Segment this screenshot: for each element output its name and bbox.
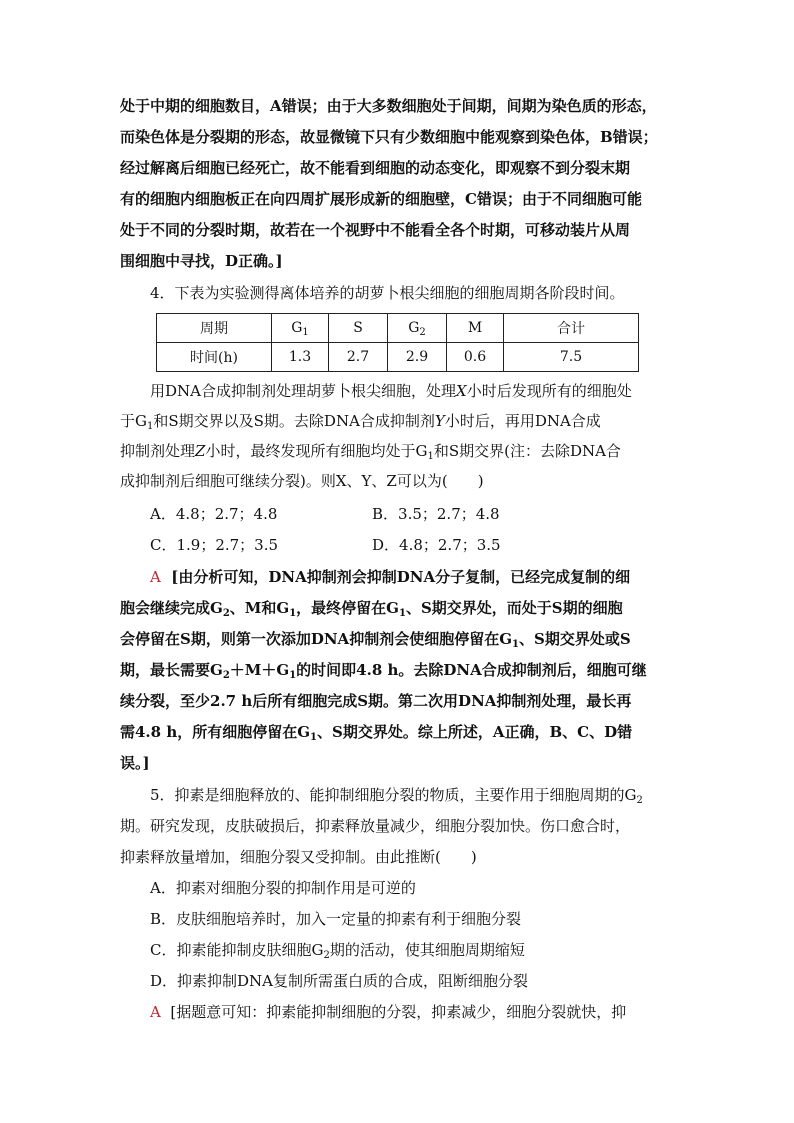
q5-option-a: A．抑素对细胞分裂的抑制作用是可逆的 [150, 879, 416, 897]
q4-explanation-line-1: A [由分析可知，DNA抑制剂会抑制DNA分子复制，已经完成复制的细 [150, 568, 631, 586]
prev-explanation-line-3: 经过解离后细胞已经死亡，故不能看到细胞的动态变化，即观察不到分裂末期 [120, 159, 631, 177]
q4-option-d: D．4.8；2.7；3.5 [372, 536, 501, 554]
table-cell: 1.3 [272, 343, 329, 372]
table-header-row [157, 314, 639, 343]
q4-stem-line-3: 抑制剂处理Z小时，最终发现所有细胞均处于$G_1$和S期交界(注：去除DNA合 [120, 442, 621, 462]
table-header-cell: S [329, 314, 388, 343]
q4-explanation-line-5: 续分裂，至少2.7 h后所有细胞完成S期。第二次用DNA抑制剂处理，最长再 [120, 692, 632, 710]
prev-explanation-line-1: 处于中期的细胞数目，A错误；由于大多数细胞处于间期，间期为染色质的形态， [120, 97, 657, 115]
q5-option-c: C．抑素能抑制皮肤细胞$G_2$期的活动，使其细胞周期缩短 [150, 941, 525, 961]
table-header-cell: $G_1$ [272, 314, 329, 343]
table-header-cell: 合计 [504, 314, 639, 343]
q5-stem-line-2: 期。研究发现，皮肤破损后，抑素释放量减少，细胞分裂加快。伤口愈合时， [120, 817, 631, 835]
q5-stem-line-1: 5．抑素是细胞释放的、能抑制细胞分裂的物质，主要作用于细胞周期的$G_2$ [150, 786, 643, 806]
q4-intro: 4．下表为实验测得离体培养的胡萝卜根尖细胞的细胞周期各阶段时间。 [150, 284, 625, 302]
q4-explanation-line-7: 误。] [120, 754, 150, 772]
table-header-cell: M [447, 314, 504, 343]
table-row [157, 343, 639, 372]
q4-option-a: A．4.8；2.7；4.8 [150, 505, 278, 523]
q4-explanation-line-3: 会停留在S期，则第一次添加DNA抑制剂会使细胞停留在$G_1$、S期交界处或S [120, 630, 631, 650]
q4-option-b: B．3.5；2.7；4.8 [372, 505, 500, 523]
q5-option-b: B．皮肤细胞培养时，加入一定量的抑素有利于细胞分裂 [150, 910, 522, 928]
prev-explanation-line-4: 有的细胞内细胞板正在向四周扩展形成新的细胞壁，C错误；由于不同细胞可能 [120, 190, 642, 208]
q4-stem-line-1: 用DNA合成抑制剂处理胡萝卜根尖细胞，处理X小时后发现所有的细胞处 [150, 382, 632, 400]
q4-explanation-line-4: 期，最长需要$G_2+M+G_1$的时间即4.8 h。去除DNA合成抑制剂后，细胞可继 [120, 661, 647, 681]
prev-explanation-line-5: 处于不同的分裂时期，故若在一个视野中不能看全各个时期，可移动装片从周 [120, 221, 631, 239]
prev-explanation-line-2: 而染色体是分裂期的形态，故显微镜下只有少数细胞中能观察到染色体，B错误； [120, 128, 658, 146]
table-cell: 2.9 [388, 343, 447, 372]
q5-answer: A [150, 1003, 161, 1021]
q4-stem-line-2: 于$G_1$和S期交界以及S期。去除DNA合成抑制剂Y小时后，再用DNA合成 [120, 412, 601, 432]
q5-stem-line-3: 抑素释放量增加，细胞分裂又受抑制。由此推断( ) [120, 848, 477, 866]
table-header-cell: $G_2$ [388, 314, 447, 343]
q4-answer: A [150, 568, 161, 586]
table-cell: 时间(h) [157, 343, 272, 372]
q4-option-c: C．1.9；2.7；3.5 [150, 536, 279, 554]
q4-explanation-line-2: 胞会继续完成$G_2$、M和$G_1$，最终停留在$G_1$、S期交界处，而处于S期的细胞 [120, 599, 623, 619]
q4-stem-line-4: 成抑制剂后细胞可继续分裂)。则X、Y、Z可以为( ) [120, 472, 484, 490]
table-cell: 0.6 [447, 343, 504, 372]
q5-explanation-line-1: A [据题意可知：抑素能抑制细胞的分裂，抑素减少，细胞分裂就快，抑 [150, 1003, 627, 1021]
q5-option-d: D．抑素抑制DNA复制所需蛋白质的合成，阻断细胞分裂 [150, 972, 529, 990]
table-header-cell: 周期 [157, 314, 272, 343]
cell-cycle-table [156, 313, 639, 372]
table-cell: 7.5 [504, 343, 639, 372]
table-cell: 2.7 [329, 343, 388, 372]
prev-explanation-line-6: 围细胞中寻找，D正确。] [120, 252, 283, 270]
q4-explanation-line-6: 需4.8 h，所有细胞停留在$G_1$、S期交界处。综上所述，A正确，B、C、D错 [120, 723, 633, 743]
